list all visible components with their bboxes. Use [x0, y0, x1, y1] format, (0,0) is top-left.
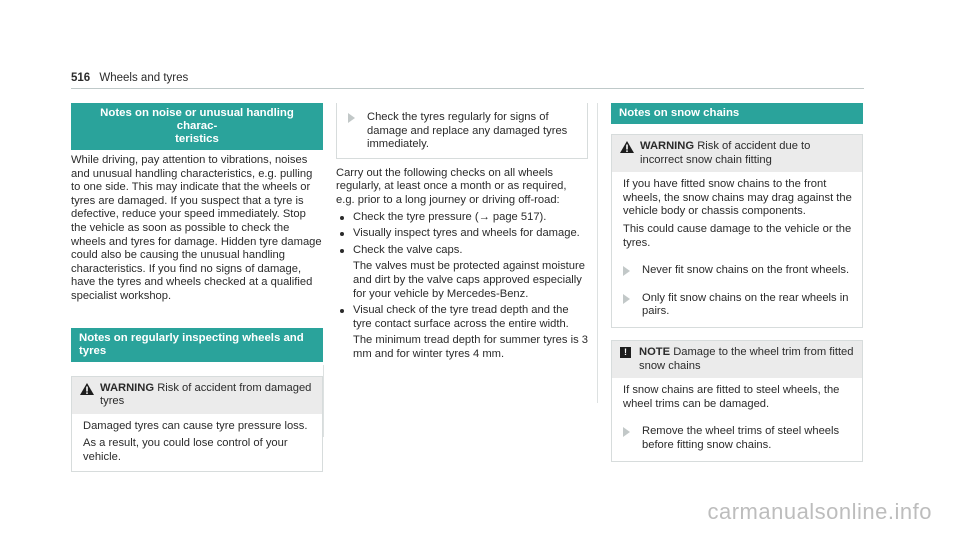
section-heading-inspect: Notes on regularly inspecting wheels and tyres [71, 328, 323, 362]
warning-title: Risk of accident due to incorrect snow chain fitting [640, 140, 811, 166]
list-item-text: Visually inspect tyres and wheels for damage. [353, 227, 580, 240]
list-item-text: Check the valve caps. [353, 243, 463, 256]
warning-triangle-icon [80, 383, 94, 395]
warning-header [72, 377, 322, 414]
step-text: Remove the wheel trims of steel wheels before fitting snow chains. [642, 425, 840, 451]
tread-depth-note: The minimum tread depth for summer tyres is 3 mm and for winter tyres 4 mm. [353, 334, 589, 360]
note-paragraph: If snow chains are fitted to steel wheels, the wheel trims can be damaged. [623, 384, 840, 410]
step-arrow-icon [623, 266, 630, 276]
warning-paragraph: As a result, you could lose control of your vehicle. [83, 437, 288, 463]
warning-title: Risk of accident from damaged tyres [100, 381, 312, 408]
step-item [337, 103, 587, 158]
page-number: 516 [71, 72, 91, 84]
header-rule [71, 88, 864, 89]
list-item-text: Check the tyre pressure (→ page 517). [353, 210, 547, 223]
checks-list [336, 211, 588, 362]
warning-box-damaged-tyres [71, 376, 323, 472]
note-text [639, 346, 854, 373]
list-item [336, 304, 588, 331]
column-divider [323, 365, 324, 437]
section-heading-noise: Notes on noise or unusual handling charac- teristics [71, 103, 323, 150]
note-header [612, 341, 862, 378]
warning-label: WARNING [640, 140, 695, 152]
step-arrow-icon [623, 427, 630, 437]
column-middle [336, 103, 588, 362]
list-item [336, 244, 588, 258]
step-text: Never fit snow chains on the front wheels. [642, 264, 850, 277]
warning-body [72, 414, 322, 471]
step-text: Check the tyres regularly for signs of damage and replace any damaged tyres immediately. [367, 111, 568, 151]
section-heading-snow: Notes on snow chains [611, 103, 863, 124]
note-label: NOTE [639, 345, 671, 358]
warning-triangle-icon [620, 141, 634, 153]
watermark: carmanualsonline.info [707, 499, 932, 524]
column-divider [597, 103, 598, 403]
valve-caps-note: The valves must be protected against moisture and dirt by the valve caps approved especially for your vehicle by Mercedes-Benz. [353, 260, 585, 300]
list-item [336, 227, 588, 241]
warning-paragraph: If you have fitted snow chains to the front wheels, the snow chains may drag against the vehicle body or chassis components. [623, 178, 852, 218]
warning-text [640, 140, 854, 167]
bullet-icon [340, 216, 344, 220]
column-right [611, 103, 863, 462]
warning-label: WARNING [100, 381, 155, 394]
bullet-icon [340, 309, 344, 313]
warning-body [612, 172, 862, 256]
exclamation-icon: ! [620, 347, 631, 358]
page-title: Wheels and tyres [99, 72, 189, 84]
column-left [71, 103, 323, 472]
list-item [336, 211, 588, 225]
warning-header [612, 135, 862, 172]
bullet-icon [340, 232, 344, 236]
note-body [612, 378, 862, 417]
step-arrow-icon [623, 294, 630, 304]
checks-intro: Carry out the following checks on all wheels regularly, at least once a month or as required, e.g. prior to a long journey or driving off-road: [336, 166, 567, 206]
step-text: Only fit snow chains on the rear wheels in pairs. [642, 291, 849, 318]
step-item [612, 417, 862, 460]
noise-paragraph: While driving, pay attention to vibrations, noises and unusual handling characteristics, e.g. pulling to one side. This may indicate that the wheels or tyres are damaged. If you suspect that a tyre is defective, reduce your speed immediately. Stop the vehicle as soon as possible to check the wheels and tyres for damage. Hidden tyre damage could also be causing the unusual handling characteristics. If you find no signs of damage, have the tyres and wheels checked at a qualified specialist workshop. [71, 154, 322, 302]
warning-box-snow-chains [611, 134, 863, 328]
step-item [612, 256, 862, 284]
warning-text [100, 382, 314, 409]
step-item [612, 284, 862, 327]
note-box-wheel-trim [611, 340, 863, 462]
note-title: Damage to the wheel trim from fitted snow chains [639, 345, 854, 372]
warning-paragraph: Damaged tyres can cause tyre pressure loss. [83, 419, 308, 432]
page-header [71, 72, 188, 84]
step-box-check-tyres [336, 103, 588, 159]
warning-paragraph: This could cause damage to the vehicle or the tyres. [623, 222, 852, 249]
list-item-text: Visual check of the tyre tread depth and the tyre contact surface across the entire width. [353, 304, 569, 330]
bullet-icon [340, 249, 344, 253]
step-arrow-icon [348, 113, 355, 123]
